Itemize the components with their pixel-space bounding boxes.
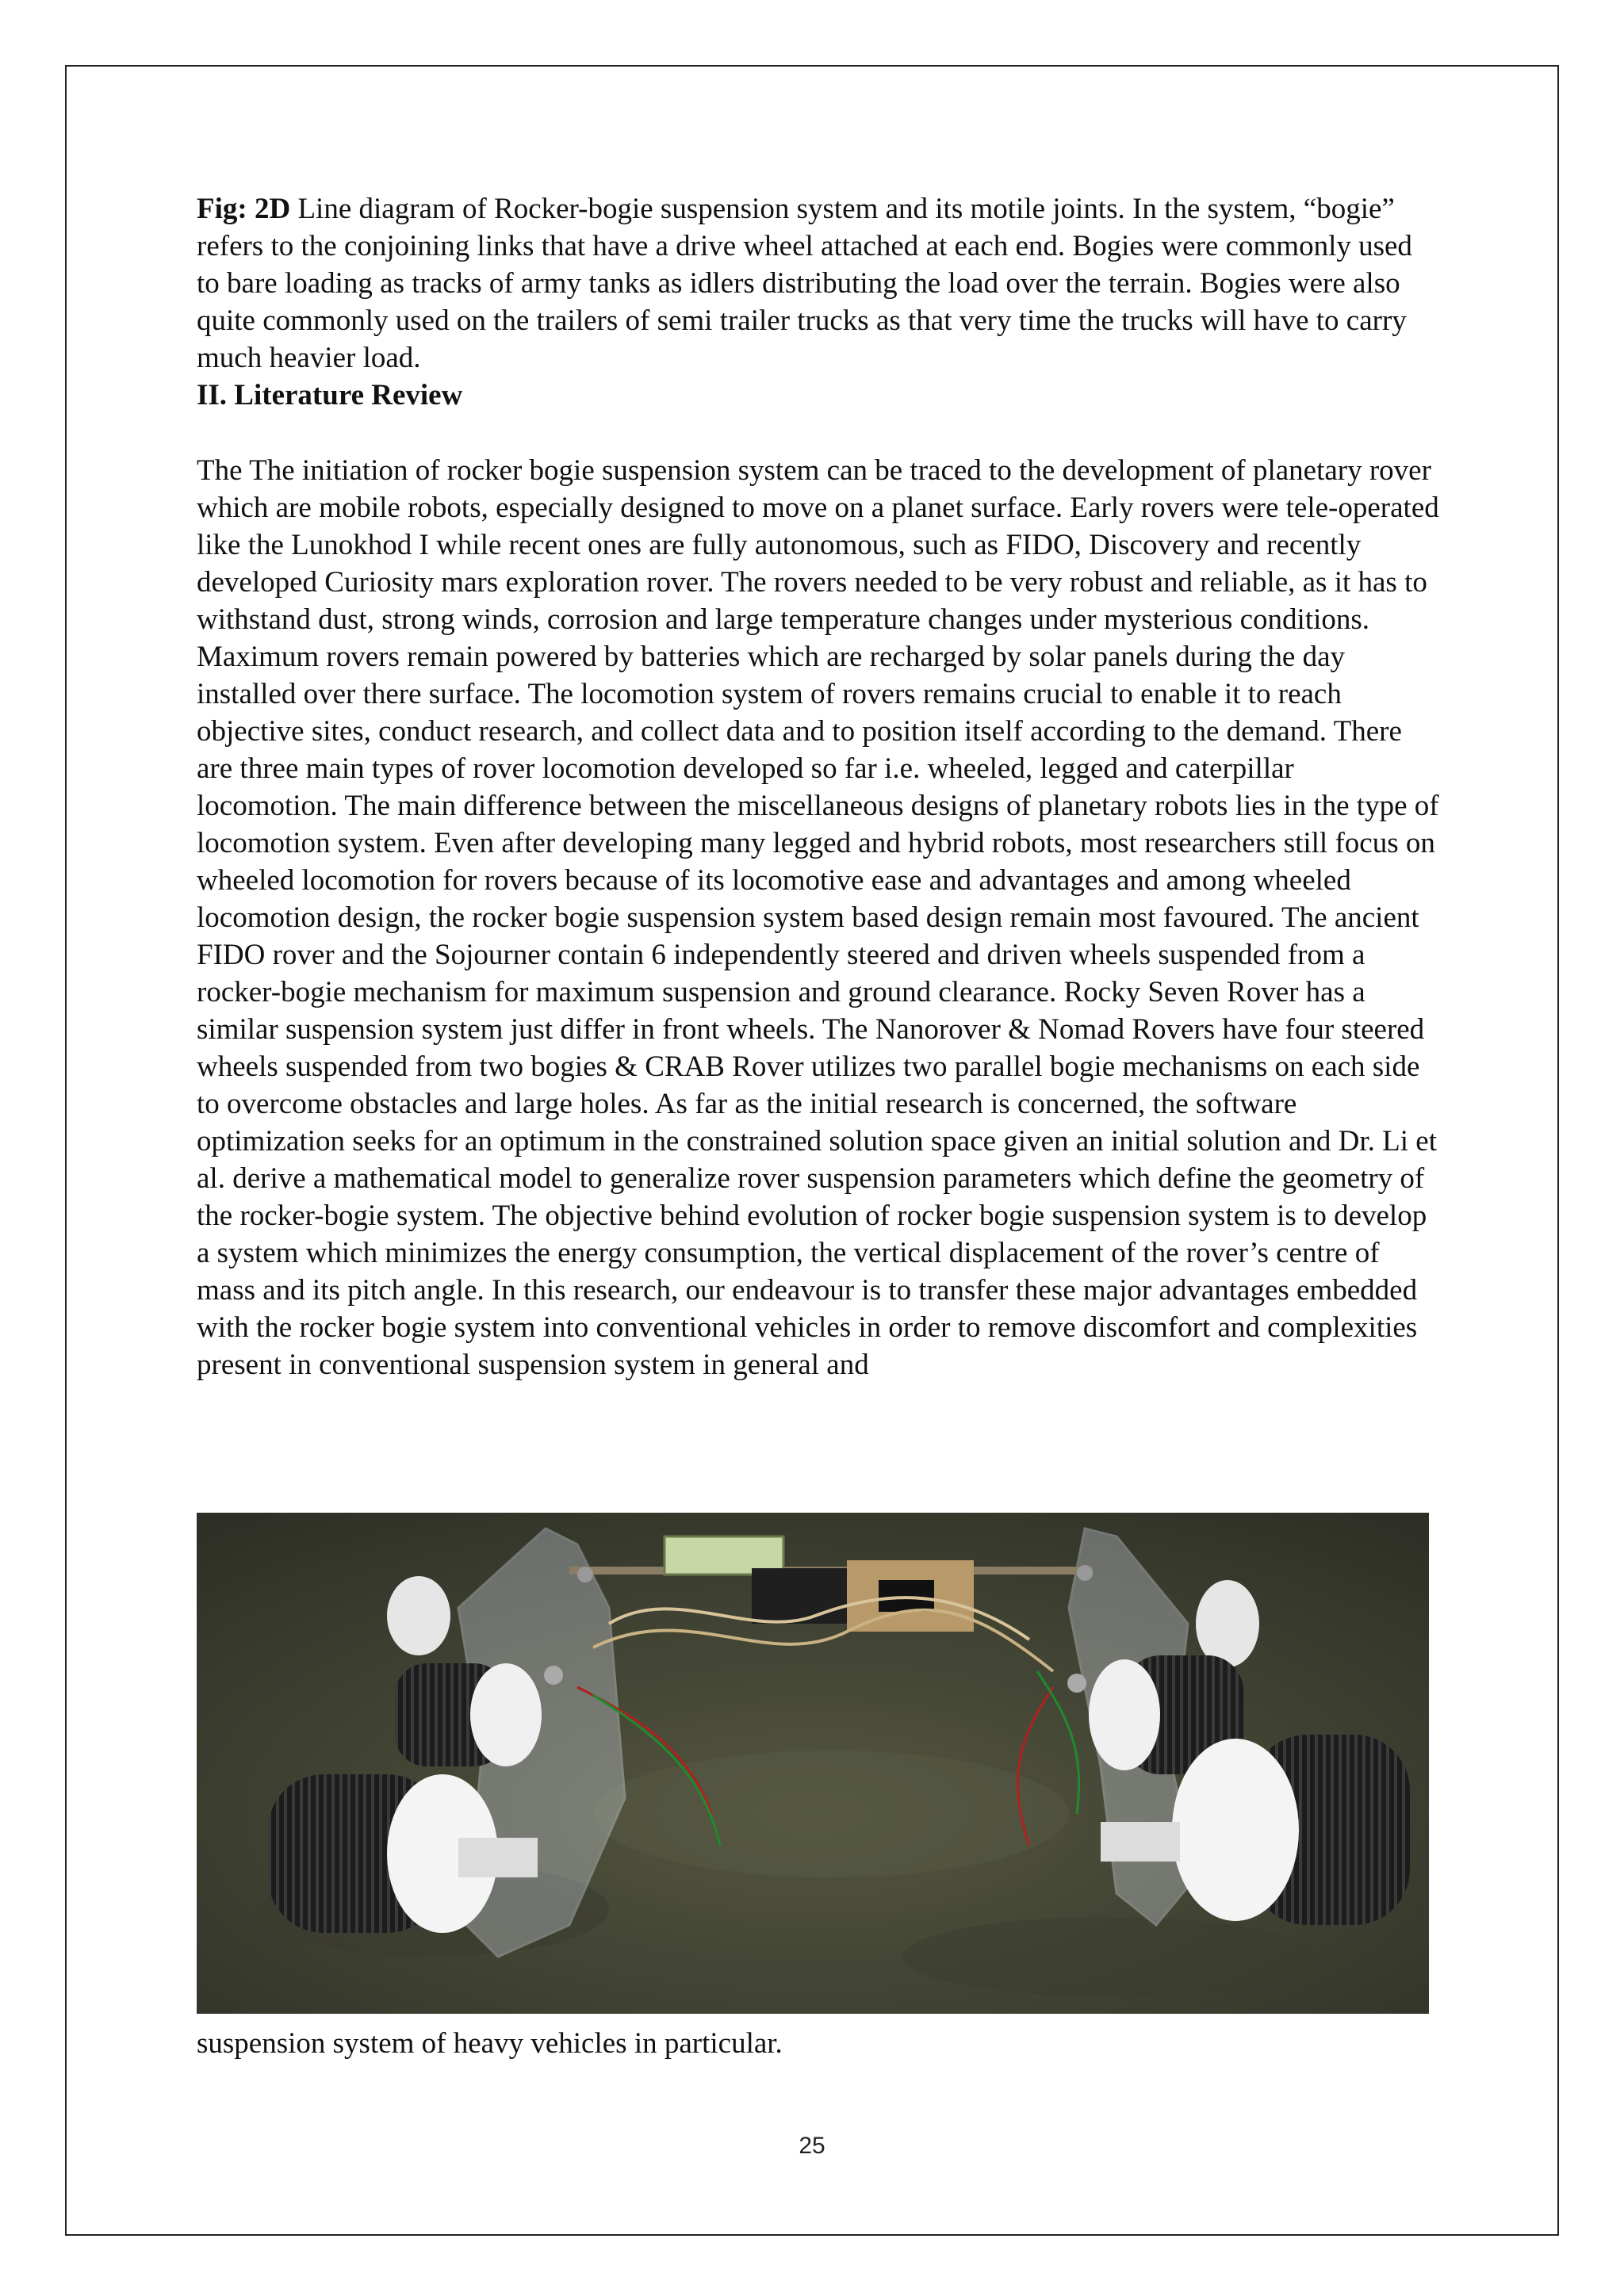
rover-photo-illustration xyxy=(197,1513,1429,2014)
section-body: The The initiation of rocker bogie suspension system can be traced to the development of planetary rover which are mobile robots, especially designed to move on a planet surface. Early rovers were tele-operated like the Lunokhod I while recent ones are fully autonomous, such as FIDO, Discovery and recently developed Curiosity mars exploration rover. The rovers needed to be very robust and reliable, as it has to withstand dust, strong winds, corrosion and large temperature changes under mysterious conditions. Maximum rovers remain powered by batteries which are recharged by solar panels during the day installed over there surface. The locomotion system of rovers remains crucial to enable it to reach objective sites, conduct research, and collect data and to position itself according to the demand. There are three main types of rover locomotion developed so far i.e. wheeled, legged and caterpillar locomotion. The main difference between the miscellaneous designs of planetary robots lies in the type of locomotion system. Even after developing many legged and hybrid robots, most researchers still focus on wheeled locomotion for rovers because of its locomotive ease and advantages and among wheeled locomotion design, the rocker bogie suspension system based design remain most favoured. The ancient FIDO rover and the Sojourner contain 6 independently steered and driven wheels suspended from a rocker-bogie mechanism for maximum suspension and ground clearance. Rocky Seven Rover has a similar suspension system just differ in front wheels. The Nanorover & Nomad Rovers have four steered wheels suspended from two bogies & CRAB Rover utilizes two parallel bogie mechanisms on each side to overcome obstacles and large holes. As far as the initial research is concerned, the software optimization seeks for an optimum in the constrained solution space given an initial solution and Dr. Li et al. derive a mathematical model to generalize rover suspension parameters which define the geometry of the rocker-bogie system. The objective behind evolution of rocker bogie suspension system is to develop a system which minimizes the energy consumption, the vertical displacement of the rover’s centre of mass and its pitch angle. In this research, our endeavour is to transfer these major advantages embedded with the rocker bogie system into conventional vehicles in order to remove discomfort and complexities present in conventional suspension system in general and xyxy=(197,454,1439,1381)
section-heading: II. Literature Review xyxy=(197,379,463,411)
rover-photo xyxy=(197,1513,1429,2014)
section-body-continuation: suspension system of heavy vehicles in particular. xyxy=(197,2027,783,2060)
page-number: 25 xyxy=(799,2133,825,2159)
figure-caption-text: Line diagram of Rocker-bogie suspension system and its motile joints. In the system, “bogie” refers to the conjoining links that have a drive wheel attached at each end. Bogies were commonly used to bare loading as tracks of army tanks as idlers distributing the load over the terrain. Bogies were also quite commonly used on the trailers of semi trailer trucks as that very time the trucks will have to carry much heavier load. xyxy=(197,193,1412,374)
page-content xyxy=(197,190,1442,1383)
figure-label: Fig: 2D xyxy=(197,193,291,225)
figure-caption xyxy=(197,190,1442,377)
